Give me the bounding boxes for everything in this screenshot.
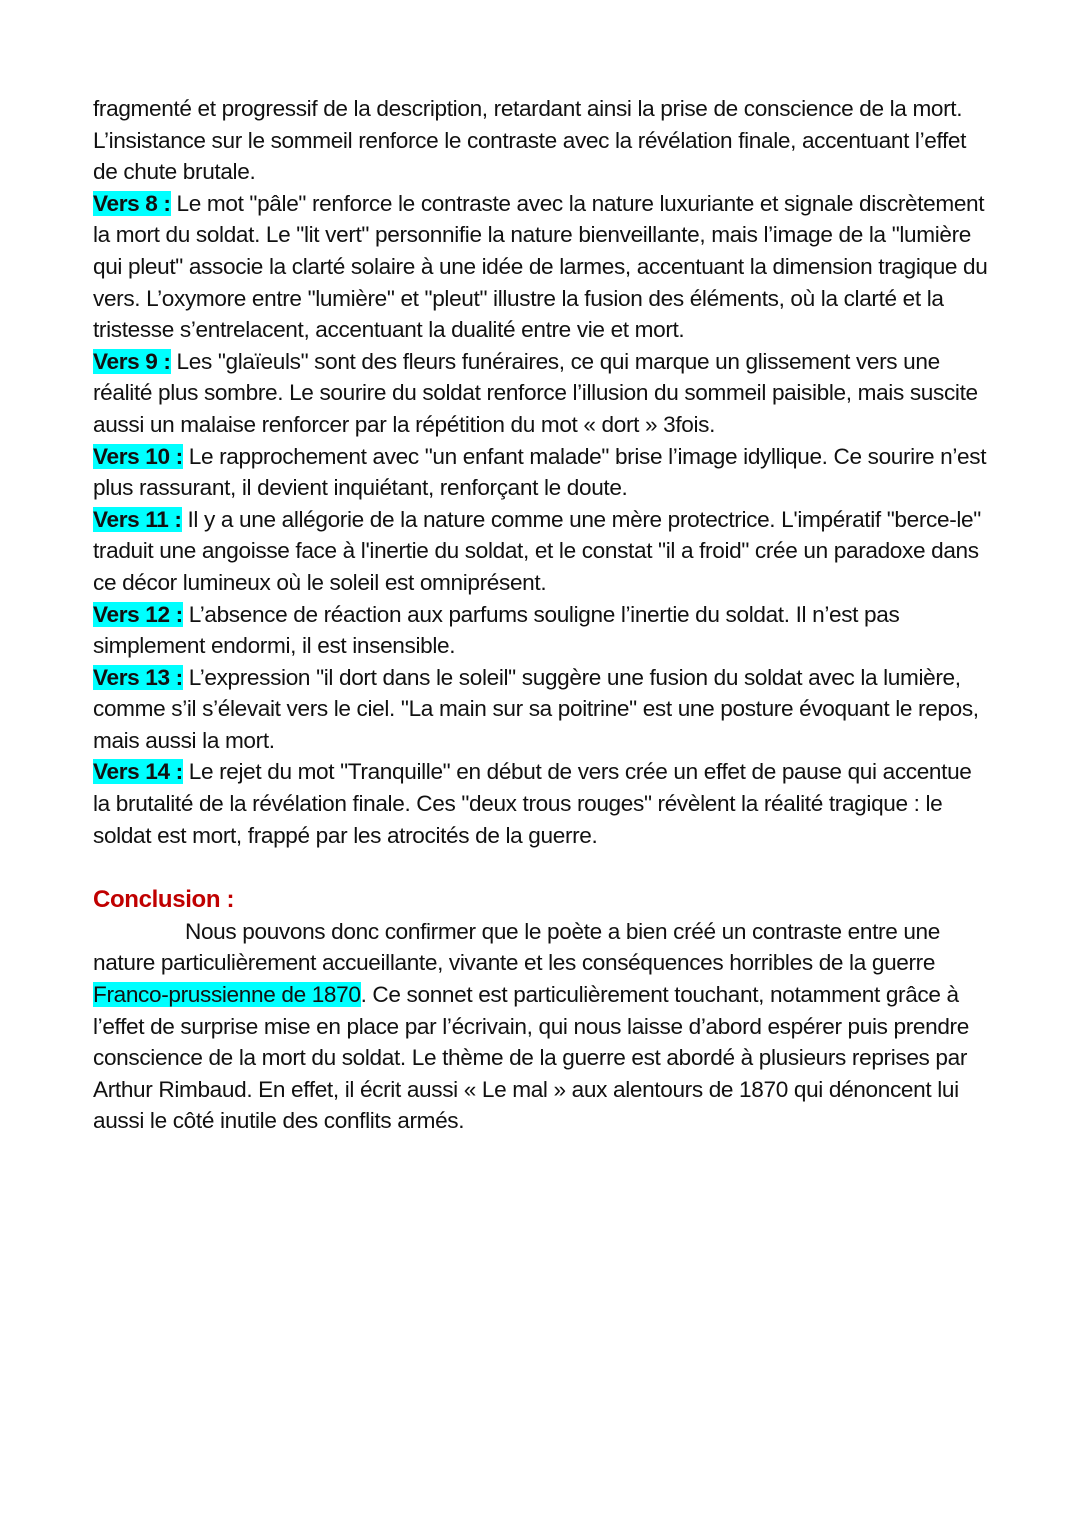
verse-8-label: Vers 8 : bbox=[93, 190, 171, 216]
conclusion-heading: Conclusion : bbox=[93, 885, 235, 913]
verse-10-paragraph bbox=[93, 441, 993, 504]
verse-10-text: Le rapprochement avec "un enfant malade" brise l’image idyllique. Ce sourire n’est plus rassurant, il devient inquiétant, renforçant le doute. bbox=[93, 443, 987, 501]
document-page bbox=[93, 93, 993, 1137]
verse-12-label: Vers 12 : bbox=[93, 601, 183, 627]
verse-13-text: L’expression "il dort dans le soleil" suggère une fusion du soldat avec la lumière, comme s’il s’élevait vers le ciel. "La main sur sa poitrine" est une posture évoquant le repos, mais aussi la mort. bbox=[93, 664, 979, 753]
verse-14-paragraph bbox=[93, 756, 993, 851]
highlighted-war-name: Franco-prussienne de 1870 bbox=[93, 982, 361, 1008]
verse-11-paragraph bbox=[93, 504, 993, 599]
verse-12-text: L’absence de réaction aux parfums souligne l’inertie du soldat. Il n’est pas simplement endormi, il est insensible. bbox=[93, 601, 900, 659]
verse-9-text: Les "glaïeuls" sont des fleurs funéraires, ce qui marque un glissement vers une réalité plus sombre. Le sourire du soldat renforce l’illusion du sommeil paisible, mais suscite aussi un malaise renforcer par la répétition du mot « dort » 3fois. bbox=[93, 348, 978, 437]
intro-text: fragmenté et progressif de la description, retardant ainsi la prise de conscience de la mort. L’insistance sur le sommeil renforce le contraste avec la révélation finale, accentuant l’effet de chute brutale. bbox=[93, 96, 967, 185]
verse-14-text: Le rejet du mot "Tranquille" en début de vers crée un effet de pause qui accentue la brutalité de la révélation finale. Ces "deux trous rouges" révèlent la réalité tragique : le soldat est mort, frappé par les atrocités de la guerre. bbox=[93, 759, 972, 848]
conclusion-paragraph bbox=[93, 916, 993, 1137]
verse-8-text: Le mot "pâle" renforce le contraste avec la nature luxuriante et signale discrètement la mort du soldat. Le "lit vert" personnifie la nature bienveillante, mais l’image de la "lumière qui pleut" associe la clarté solaire à une idée de larmes, accentuant la dimension tragique du vers. L’oxymore entre "lumière" et "pleut" illustre la fusion des éléments, où la clarté et la tristesse s’entrelacent, accentuant la dualité entre vie et mort. bbox=[93, 190, 988, 343]
verse-11-label: Vers 11 : bbox=[93, 506, 182, 532]
conclusion-text-part2: . Ce sonnet est particulièrement touchant, notamment grâce à l’effet de surprise mise en place par l’écrivain, qui nous laisse d’abord espérer puis prendre conscience de la mort du soldat. Le thème de la guerre est abordé à plusieurs reprises par Arthur Rimbaud. En effet, il écrit aussi « Le mal » aux alentours de 1870 qui dénoncent lui aussi le côté inutile des conflits armés. bbox=[93, 982, 969, 1134]
conclusion-text-part1: Nous pouvons donc confirmer que le poète a bien créé un contraste entre une nature particulièrement accueillante, vivante et les conséquences horribles de la guerre bbox=[93, 918, 940, 976]
verse-12-paragraph bbox=[93, 599, 993, 662]
verse-14-label: Vers 14 : bbox=[93, 759, 183, 785]
verse-9-label: Vers 9 : bbox=[93, 348, 171, 374]
verse-9-paragraph bbox=[93, 346, 993, 441]
section-spacer bbox=[93, 851, 993, 883]
verse-8-paragraph bbox=[93, 188, 993, 346]
verse-10-label: Vers 10 : bbox=[93, 443, 183, 469]
verse-11-text: Il y a une allégorie de la nature comme une mère protectrice. L'impératif "berce-le" traduit une angoisse face à l'inertie du soldat, et le constat "il a froid" crée un paradoxe dans ce décor lumineux où le soleil est omniprésent. bbox=[93, 506, 981, 595]
verse-13-label: Vers 13 : bbox=[93, 664, 183, 690]
verse-13-paragraph bbox=[93, 662, 993, 757]
intro-paragraph bbox=[93, 93, 993, 188]
